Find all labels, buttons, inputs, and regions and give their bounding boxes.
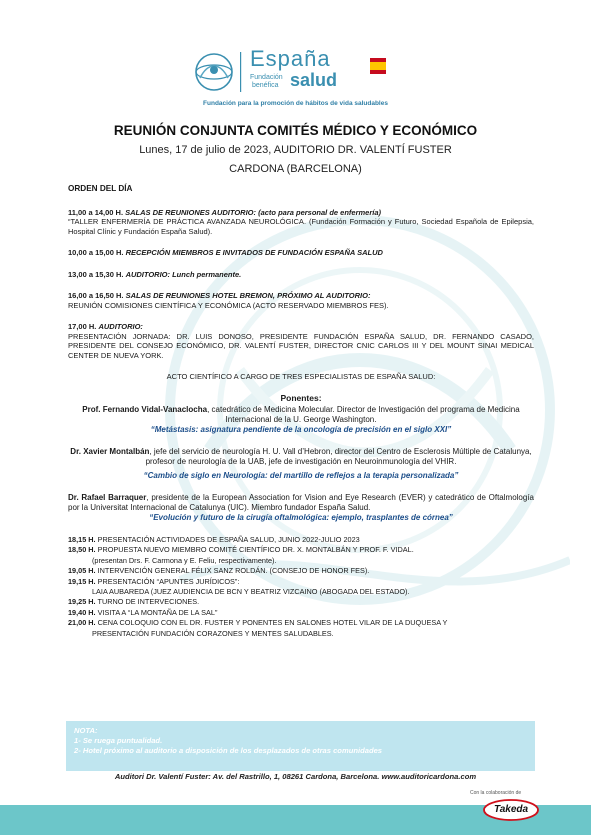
- evening-schedule: [68, 535, 534, 639]
- speaker-name: Dr. Rafael Barraquer: [68, 493, 147, 502]
- agenda-time: 13,00 a 15,30 H.: [68, 269, 124, 279]
- speaker-talk: “Cambio de siglo en Neurología: del martillo de reflejos a la terapia personalizada”: [143, 471, 459, 480]
- agenda-item: [68, 208, 534, 237]
- nota-line-1: 1- Se ruega puntualidad.: [74, 736, 163, 745]
- speaker-name: Dr. Xavier Montalbán: [70, 447, 150, 456]
- tagline: Fundación para la promoción de hábitos de vida saludables: [203, 100, 388, 107]
- schedule-text: PRESENTACIÓN ACTIVIDADES DE ESPAÑA SALUD, JUNIO 2022-JULIO 2023: [97, 535, 360, 544]
- acto-cientifico: ACTO CIENTÍFICO A CARGO DE TRES ESPECIALISTAS DE ESPAÑA SALUD:: [166, 372, 436, 381]
- speaker-block: [68, 447, 534, 481]
- schedule-subtext: (presentan Drs. F. Carmona y E. Feliu, respectivamente).: [92, 555, 277, 565]
- logo-text-salud: salud: [290, 70, 338, 90]
- speaker-bio: [68, 447, 534, 467]
- subtitle-date: Lunes, 17 de julio de 2023, AUDITORIO DR. VALENTÍ FUSTER: [139, 144, 452, 156]
- agenda-time: 11,00 a 14,00 H.: [68, 207, 124, 217]
- agenda-head: AUDITORIO:: [98, 322, 143, 331]
- logo-text-espana: España: [250, 46, 331, 71]
- schedule-text: PROPUESTA NUEVO MIEMBRO COMITÉ CIENTÍFICO DR. X. MONTALBÁN Y PROF. F. VIDAL.: [97, 545, 414, 555]
- nota-box: [66, 721, 535, 771]
- schedule-item: [68, 566, 534, 576]
- agenda-content: [68, 184, 534, 639]
- schedule-item: [68, 535, 534, 545]
- schedule-text: CENA COLOQUIO CON EL DR. FUSTER Y PONENTES EN SALONES HOTEL VILAR DE LA DUQUESA Y: [97, 618, 448, 628]
- schedule-time: 18,15 H.: [68, 535, 96, 544]
- orden-heading: ORDEN DEL DÍA: [68, 184, 133, 193]
- schedule-time: 19,05 H.: [68, 566, 96, 576]
- schedule-text: TURNO DE INTERVECIONES.: [97, 597, 200, 607]
- agenda-head: SALAS DE REUNIONES HOTEL BREMON, PRÓXIMO AL AUDITORIO:: [125, 291, 371, 300]
- agenda-time: 10,00 a 15,00 H.: [68, 248, 124, 257]
- schedule-time: 18,50 H.: [68, 545, 96, 555]
- speaker-bio: [68, 493, 534, 513]
- venue-address: Auditori Dr. Valentí Fuster: Av. del Rastrillo, 1, 08261 Cardona, Barcelona. www.auditoricardona.com: [114, 772, 477, 781]
- sponsor-name: Takeda: [493, 804, 529, 815]
- schedule-item: [68, 618, 534, 628]
- logo-text-fundacion: Fundación: [250, 74, 283, 81]
- schedule-time: 21,00 H.: [68, 618, 96, 628]
- schedule-item: [68, 545, 534, 555]
- colaboracion-label: Con la colaboración de: [470, 790, 522, 796]
- header: [0, 0, 591, 120]
- takeda-logo: [482, 799, 540, 821]
- page-title: REUNIÓN CONJUNTA COMITÉS MÉDICO Y ECONÓMICO: [113, 123, 478, 138]
- schedule-text: INTERVENCIÓN GENERAL FÉLIX SANZ ROLDÁN. (CONSEJO DE HONOR FES).: [97, 566, 370, 576]
- schedule-time: 19,40 H.: [68, 607, 96, 617]
- schedule-item: [68, 597, 534, 607]
- agenda-item: [68, 291, 534, 310]
- espana-salud-logo: [190, 48, 410, 98]
- nota-line-2: 2- Hotel próximo al auditorio a disposición de los desplazados de otras comunidades: [74, 746, 383, 755]
- schedule-text: PRESENTACIÓN “APUNTES JURÍDICOS”:: [97, 576, 240, 586]
- speaker-description: , catedrático de Medicina Molecular. Director de Investigación del programa de Medicina Internacional de la U. George Washington.: [207, 405, 520, 424]
- subtitle-location: CARDONA (BARCELONA): [229, 163, 362, 175]
- speaker-bio: [68, 405, 534, 425]
- schedule-subtext: PRESENTACIÓN FUNDACIÓN CORAZONES Y MENTES SALUDABLES.: [92, 628, 334, 638]
- speaker-talk: “Evolución y futuro de la cirugía oftalmológica: ejemplo, trasplantes de córnea”: [149, 513, 453, 522]
- schedule-time: 19,15 H.: [68, 576, 96, 586]
- speaker-block: [68, 405, 534, 435]
- nota-heading: NOTA:: [74, 726, 98, 735]
- speaker-talk: “Metástasis: asignatura pendiente de la oncología de precisión en el siglo XXI”: [150, 425, 452, 434]
- agenda-body: REUNIÓN COMISIONES CIENTÍFICA Y ECONÓMICA (ACTO RESERVADO MIEMBROS FES).: [68, 300, 389, 310]
- agenda-time: 17,00 H.: [68, 322, 97, 331]
- agenda-item: [68, 322, 534, 360]
- schedule-subtext: LAIA AUBAREDA (JUEZ AUDIENCIA DE BCN Y BEATRIZ VIZCAINO (ABOGADA DEL ESTADO).: [92, 587, 410, 597]
- agenda-body: PRESENTACIÓN JORNADA: DR. LUIS DONOSO, PRESIDENTE FUNDACIÓN ESPAÑA SALUD, DR. FERNANDO CASADO, PRESIDENTE DEL CONSEJO ECONÓMICO, DR. VALENTÍ FUSTER, DIRECTOR CNIC CARLOS III Y DEL MOUNT SINAI MEDICAL CENTER DE NUEVA YORK.: [68, 331, 534, 360]
- speaker-description: , presidente de la European Association for Vision and Eye Research (EVER) y catedrático de Oftalmología por la Universitat Internacional de Catalunya (UIC). Miembro fundador España Salud.: [68, 493, 534, 512]
- logo-text-benefica: benéfica: [252, 82, 279, 89]
- agenda-item: [68, 270, 534, 280]
- speaker-name: Prof. Fernando Vidal-Vanaclocha: [82, 405, 208, 414]
- speaker-description: , jefe del servicio de neurología H. U. Vall d’Hebron, director del Centro de Esclerosis Múltiple de Catalunya, profesor de neurología de la UAB, jefe de investigación en Neuroinmunología del VHIR.: [145, 447, 532, 466]
- ponentes-heading: Ponentes:: [280, 392, 322, 403]
- schedule-item: [68, 608, 534, 618]
- agenda-head: AUDITORIO: Lunch permanente.: [125, 269, 242, 279]
- agenda-time: 16,00 a 16,50 H.: [68, 291, 124, 300]
- schedule-text: VISITA A “LA MONTAÑA DE LA SAL”: [97, 607, 218, 617]
- schedule-time: 19,25 H.: [68, 597, 96, 607]
- agenda-head: SALAS DE REUNIONES AUDITORIO: (acto para personal de enfermería): [125, 207, 382, 217]
- schedule-item: [68, 577, 534, 587]
- agenda-item: [68, 248, 534, 258]
- agenda-head: RECEPCIÓN MIEMBROS E INVITADOS DE FUNDACIÓN ESPAÑA SALUD: [125, 248, 383, 257]
- agenda-body: “TALLER ENFERMERÍA DE PRÁCTICA AVANZADA NEUROLÓGICA. (Fundación Formación y Futuro, Sociedad Española de Epilepsia, Hospital Clínic y Fundación España Salud).: [68, 217, 534, 236]
- speaker-block: [68, 493, 534, 523]
